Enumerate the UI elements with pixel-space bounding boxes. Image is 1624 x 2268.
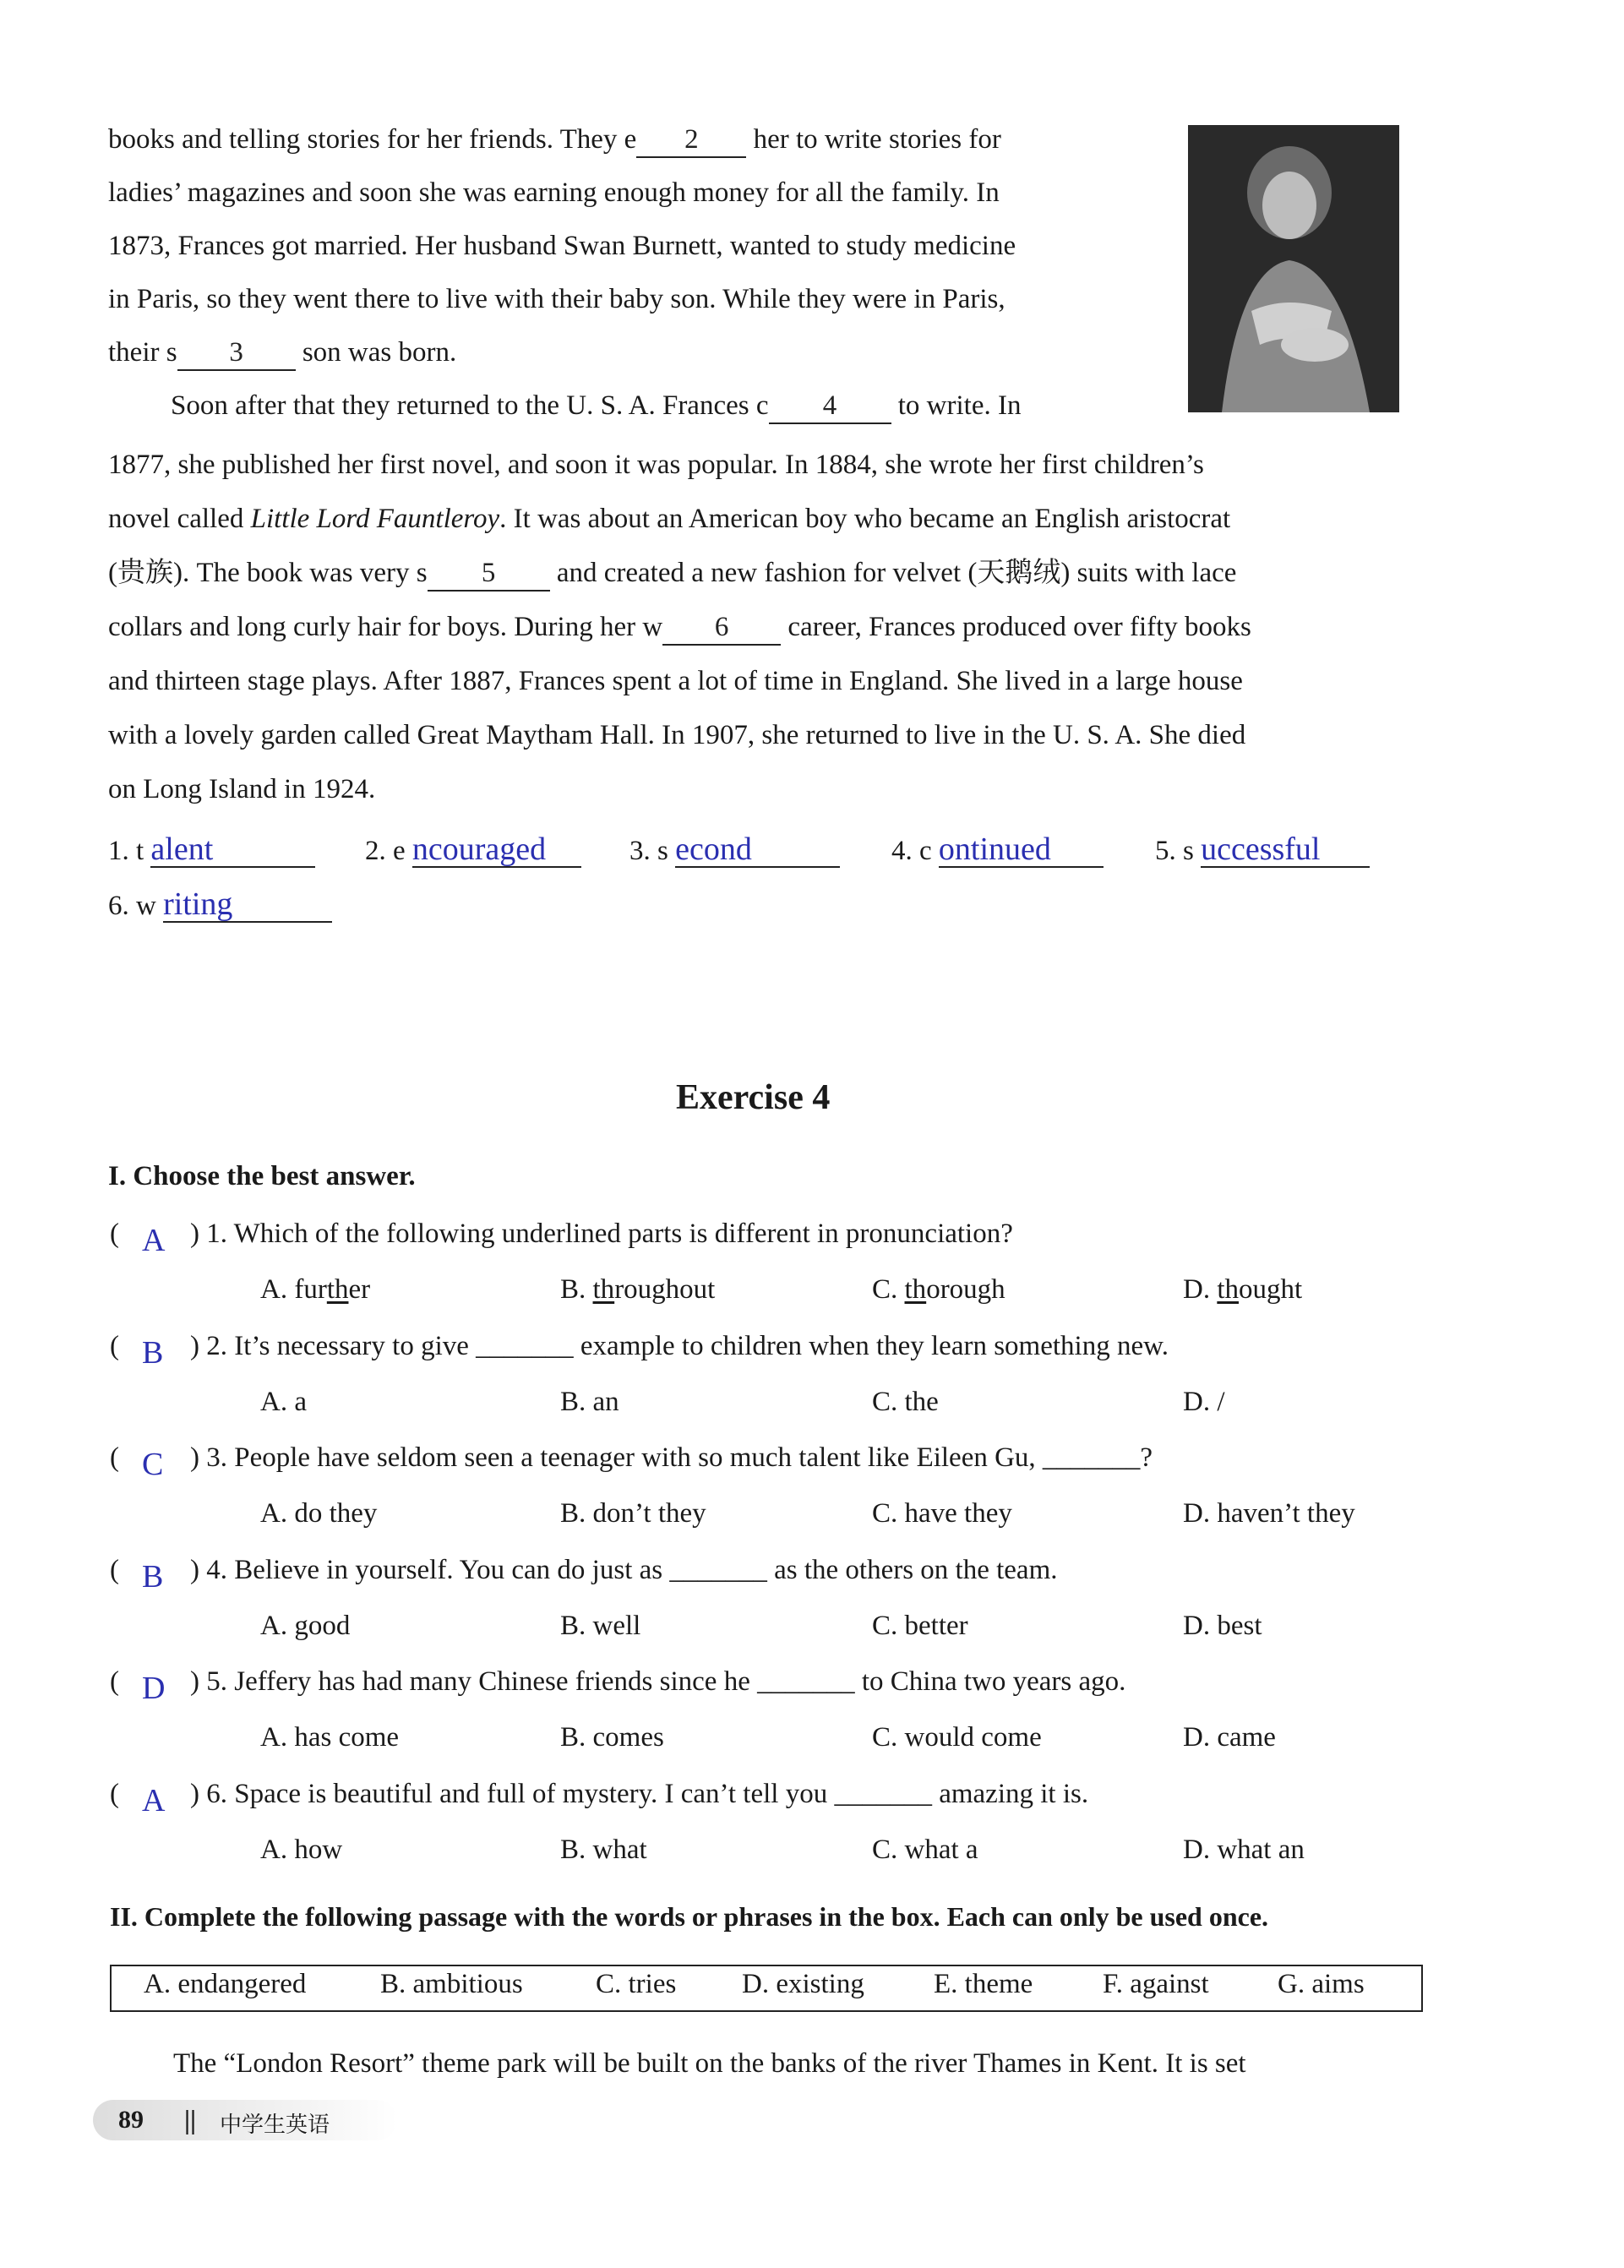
- answer-item: 4. c ontinued: [891, 832, 1104, 868]
- portrait-photo: [1188, 125, 1399, 412]
- footer-divider: ||: [184, 2104, 197, 2134]
- passage-line: in Paris, so they went there to live with their baby son. While they were in Paris,: [108, 284, 1005, 314]
- option: A. further: [260, 1274, 371, 1305]
- option: D. what an: [1183, 1835, 1305, 1865]
- section-heading: II. Complete the following passage with the words or phrases in the box. Each can only be used once.: [110, 1901, 1269, 1932]
- blank-2: 2: [636, 123, 746, 158]
- answer-letter: B: [142, 1335, 164, 1371]
- passage-line: ladies’ magazines and soon she was earning enough money for all the family. In: [108, 177, 1000, 208]
- answer-item: 2. e ncouraged: [365, 832, 581, 868]
- question-text: ) 4. Believe in yourself. You can do just as _______ as the others on the team.: [190, 1555, 1058, 1585]
- word-option: E. theme: [934, 1969, 1033, 1999]
- blank-4: 4: [769, 389, 891, 424]
- option: A. do they: [260, 1498, 378, 1529]
- word-option: G. aims: [1278, 1969, 1365, 1999]
- answer-letter: B: [142, 1559, 164, 1595]
- option: C. the: [872, 1387, 939, 1417]
- passage-line: The “London Resort” theme park will be built on the banks of the river Thames in Kent. It is set: [173, 2048, 1246, 2079]
- section-heading: I. Choose the best answer.: [108, 1161, 416, 1191]
- option: C. would come: [872, 1722, 1042, 1753]
- question-text: ) 3. People have seldom seen a teenager with so much talent like Eileen Gu, _______?: [190, 1442, 1153, 1473]
- option: C. better: [872, 1611, 968, 1641]
- answer-letter: A: [142, 1783, 166, 1818]
- option: D. /: [1183, 1387, 1225, 1417]
- answer-item: 6. w riting: [108, 887, 332, 923]
- option: B. don’t they: [560, 1498, 706, 1529]
- answer-letter: D: [142, 1671, 166, 1706]
- option: B. throughout: [560, 1274, 716, 1305]
- option: A. has come: [260, 1722, 400, 1753]
- blank-3: 3: [177, 335, 296, 371]
- word-option: A. endangered: [144, 1969, 307, 1999]
- word-option: C. tries: [596, 1969, 677, 1999]
- answer-item: 3. s econd: [629, 832, 840, 868]
- option: C. have they: [872, 1498, 1012, 1529]
- passage-line: 1873, Frances got married. Her husband Swan Burnett, wanted to study medicine: [108, 231, 1016, 261]
- answer-item: 1. t alent: [108, 832, 315, 868]
- passage-line: and thirteen stage plays. After 1887, Frances spent a lot of time in England. She lived in a large house: [108, 666, 1243, 696]
- book-title: 中学生英语: [220, 2113, 330, 2138]
- option: B. what: [560, 1835, 647, 1865]
- answer-letter: C: [142, 1447, 164, 1482]
- blank-5: 5: [428, 556, 550, 592]
- option: B. well: [560, 1611, 641, 1641]
- option: A. how: [260, 1835, 343, 1865]
- option: B. comes: [560, 1722, 664, 1753]
- passage-line: books and telling stories for her friends. They e 2 her to write stories for: [108, 123, 1001, 158]
- option: A. a: [260, 1387, 307, 1417]
- option: D. haven’t they: [1183, 1498, 1355, 1529]
- exercise-title: Exercise 4: [676, 1078, 831, 1117]
- passage-line: Soon after that they returned to the U. S. A. Frances c 4 to write. In: [171, 389, 1021, 424]
- question-text: ) 6. Space is beautiful and full of mystery. I can’t tell you _______ amazing it is.: [190, 1779, 1089, 1809]
- option: D. best: [1183, 1611, 1262, 1641]
- answer-letter: A: [142, 1223, 166, 1258]
- question-text: ) 1. Which of the following underlined parts is different in pronunciation?: [190, 1219, 1013, 1249]
- question-text: ) 2. It’s necessary to give _______ example to children when they learn something new.: [190, 1331, 1169, 1361]
- page-number: 89: [118, 2106, 144, 2134]
- passage-line: novel called Little Lord Fauntleroy. It was about an American boy who became an English aristocrat: [108, 504, 1231, 534]
- word-option: F. against: [1103, 1969, 1209, 1999]
- answer-item: 5. s uccessful: [1155, 832, 1370, 868]
- word-option: D. existing: [742, 1969, 864, 1999]
- option: C. thorough: [872, 1274, 1005, 1305]
- passage-line: their s 3 son was born.: [108, 335, 456, 371]
- passage-line: (贵族). The book was very s 5 and created a new fashion for velvet (天鹅绒) suits with lace: [108, 556, 1236, 592]
- passage-line: collars and long curly hair for boys. During her w 6 career, Frances produced over fifty books: [108, 610, 1251, 646]
- option: B. an: [560, 1387, 619, 1417]
- option: A. good: [260, 1611, 351, 1641]
- passage-line: 1877, she published her first novel, and soon it was popular. In 1884, she wrote her first children’s: [108, 450, 1204, 480]
- passage-line: on Long Island in 1924.: [108, 774, 376, 804]
- option: D. thought: [1183, 1274, 1303, 1305]
- word-option: B. ambitious: [380, 1969, 523, 1999]
- passage-line: with a lovely garden called Great Maytham Hall. In 1907, she returned to live in the U. S. A. She died: [108, 720, 1246, 750]
- question-text: ) 5. Jeffery has had many Chinese friends since he _______ to China two years ago.: [190, 1666, 1126, 1697]
- blank-6: 6: [662, 610, 781, 646]
- option: C. what a: [872, 1835, 978, 1865]
- option: D. came: [1183, 1722, 1276, 1753]
